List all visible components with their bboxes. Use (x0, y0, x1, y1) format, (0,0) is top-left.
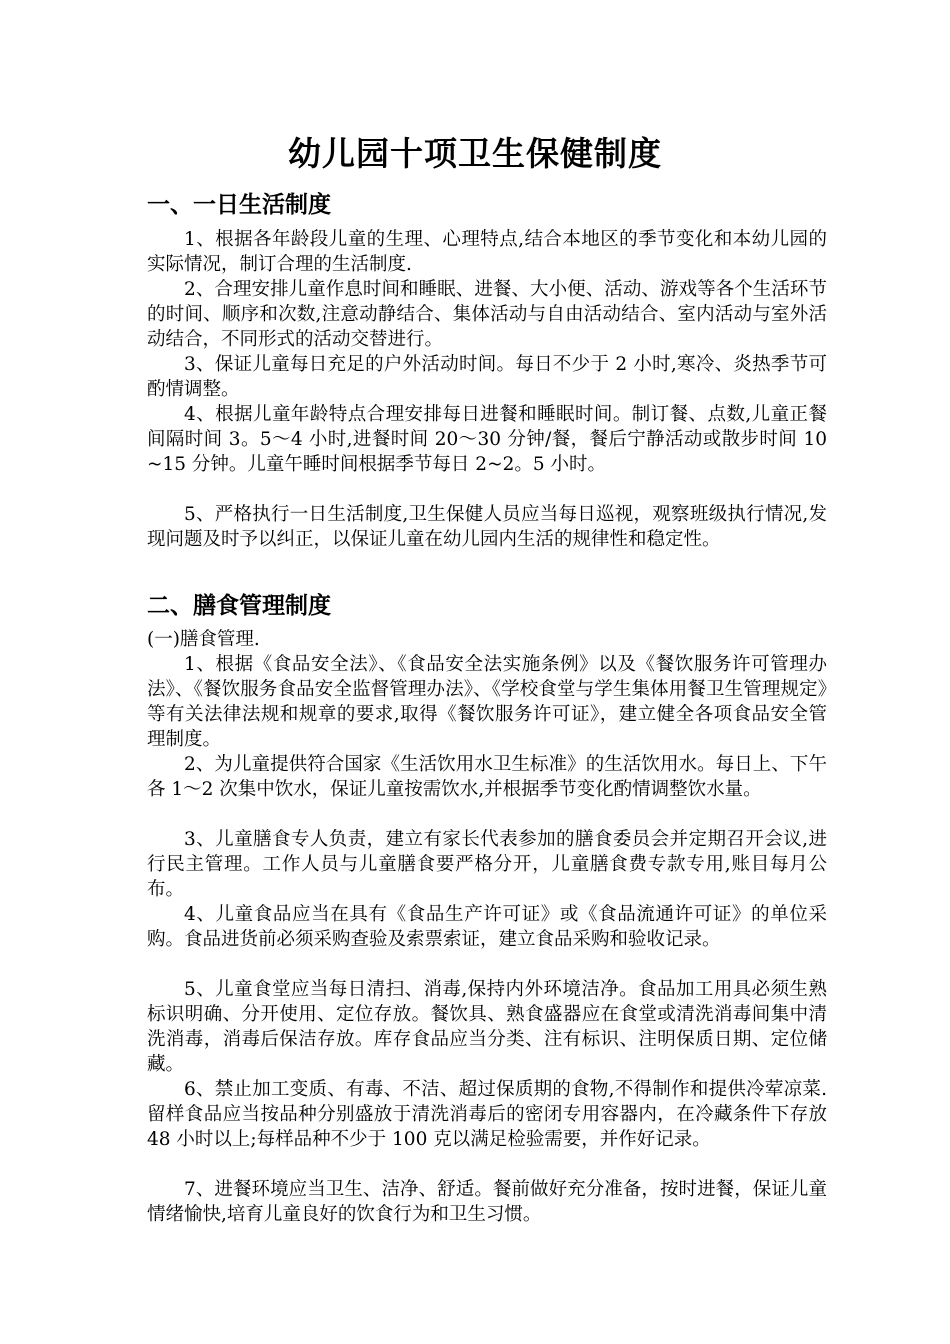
paragraph: 5、儿童食堂应当每日清扫、消毒,保持内外环境洁净。食品加工用具必须生熟标识明确、分开使用、定位存放。餐饮具、熟食盛器应在食堂或清洗消毒间集中清洗消毒，消毒后保洁存放。库存食品应当分类、注有标识、注明保质日期、定位储藏。 (147, 979, 827, 1075)
paragraph: 4、儿童食品应当在具有《食品生产许可证》或《食品流通许可证》的单位采购。食品进货前必须采购查验及索票索证，建立食品采购和验收记录。 (147, 904, 827, 950)
paragraph: 2、为儿童提供符合国家《生活饮用水卫生标准》的生活饮用水。每日上、下午各 1～2 次集中饮水，保证儿童按需饮水,并根据季节变化酌情调整饮水量。 (147, 754, 827, 800)
paragraph: 1、根据《食品安全法》、《食品安全法实施条例》以及《餐饮服务许可管理办法》、《餐饮服务食品安全监督管理办法》、《学校食堂与学生集体用餐卫生管理规定》等有关法律法规和规章的要求,取得《餐饮服务许可证》，建立健全各项食品安全管理制度。 (147, 654, 827, 750)
paragraph: 5、严格执行一日生活制度,卫生保健人员应当每日巡视，观察班级执行情况,发现问题及时予以纠正，以保证儿童在幼儿园内生活的规律性和稳定性。 (147, 504, 827, 550)
subheading: (一)膳食管理. (147, 629, 260, 650)
section-heading-meal-management: 二、膳食管理制度 (147, 593, 331, 619)
paragraph: 3、儿童膳食专人负责，建立有家长代表参加的膳食委员会并定期召开会议,进行民主管理。工作人员与儿童膳食要严格分开，儿童膳食费专款专用,账目每月公布。 (147, 829, 827, 900)
paragraph: 6、禁止加工变质、有毒、不洁、超过保质期的食物,不得制作和提供冷荤凉菜.留样食品应当按品种分别盛放于清洗消毒后的密闭专用容器内，在冷藏条件下存放 48 小时以上;每样品种不少于 100 克以满足检验需要，并作好记录。 (147, 1079, 827, 1150)
section-heading-daily-life: 一、一日生活制度 (147, 192, 331, 218)
paragraph: 3、保证儿童每日充足的户外活动时间。每日不少于 2 小时,寒冷、炎热季节可酌情调整。 (147, 354, 827, 400)
paragraph: 7、进餐环境应当卫生、洁净、舒适。餐前做好充分准备，按时进餐，保证儿童情绪愉快,培育儿童良好的饮食行为和卫生习惯。 (147, 1179, 827, 1225)
paragraph: 1、根据各年龄段儿童的生理、心理特点,结合本地区的季节变化和本幼儿园的实际情况，制订合理的生活制度. (147, 229, 827, 275)
document-title: 幼儿园十项卫生保健制度 (288, 134, 662, 173)
paragraph: 4、根据儿童年龄特点合理安排每日进餐和睡眠时间。制订餐、点数,儿童正餐间隔时间 3。5～4 小时,进餐时间 20～30 分钟/餐，餐后宁静活动或散步时间 10~15 分钟。儿童午睡时间根据季节每日 2~2。5 小时。 (147, 404, 827, 475)
paragraph: 2、合理安排儿童作息时间和睡眠、进餐、大小便、活动、游戏等各个生活环节的时间、顺序和次数,注意动静结合、集体活动与自由活动结合、室内活动与室外活动结合，不同形式的活动交替进行。 (147, 279, 827, 350)
